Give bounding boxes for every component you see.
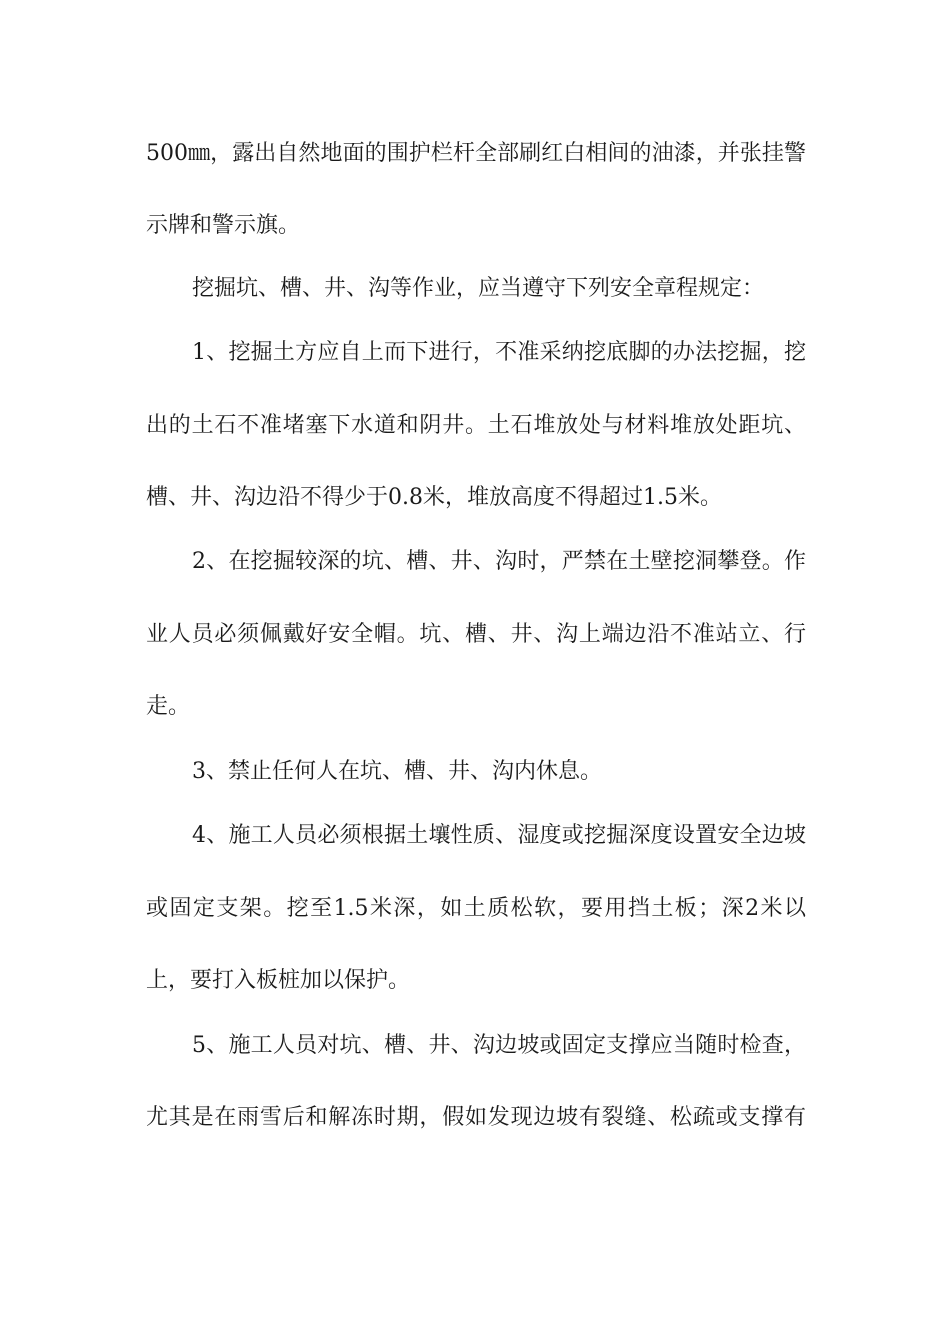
rule-4-line: 上，要打入板桩加以保护。 [146,968,411,993]
text-line: 示牌和警示旗。 [146,213,301,238]
rule-2-line: 走。 [146,694,191,719]
rule-1-line: 槽、井、沟边沿不得少于0.8米，堆放高度不得超过1.5米。 [146,485,722,510]
rule-5-line: 5、施工人员对坑、槽、井、沟边坡或固定支撑应当随时检查， [192,1033,806,1058]
rule-1-line: 1、挖掘土方应自上而下进行，不准采纳挖底脚的办法挖掘，挖 [192,340,806,365]
rule-5-line: 尤其是在雨雪后和解冻时期，假如发现边坡有裂缝、松疏或支撑有 [146,1105,806,1130]
rule-4-line: 4、施工人员必须根据土壤性质、湿度或挖掘深度设置安全边坡 [192,823,806,848]
rule-4-line: 或固定支架。挖至1.5米深，如土质松软，要用挡土板；深2米以 [146,896,806,921]
rule-3-line: 3、禁止任何人在坑、槽、井、沟内休息。 [192,759,602,784]
rule-2-line: 业人员必须佩戴好安全帽。坑、槽、井、沟上端边沿不准站立、行 [146,622,806,647]
paragraph-intro: 挖掘坑、槽、井、沟等作业，应当遵守下列安全章程规定： [192,276,765,301]
text-line: 500㎜，露出自然地面的围护栏杆全部刷红白相间的油漆，并张挂警 [146,141,806,166]
rule-1-line: 出的土石不准堵塞下水道和阴井。土石堆放处与材料堆放处距坑、 [146,413,806,438]
rule-2-line: 2、在挖掘较深的坑、槽、井、沟时，严禁在土壁挖洞攀登。作 [192,549,806,574]
